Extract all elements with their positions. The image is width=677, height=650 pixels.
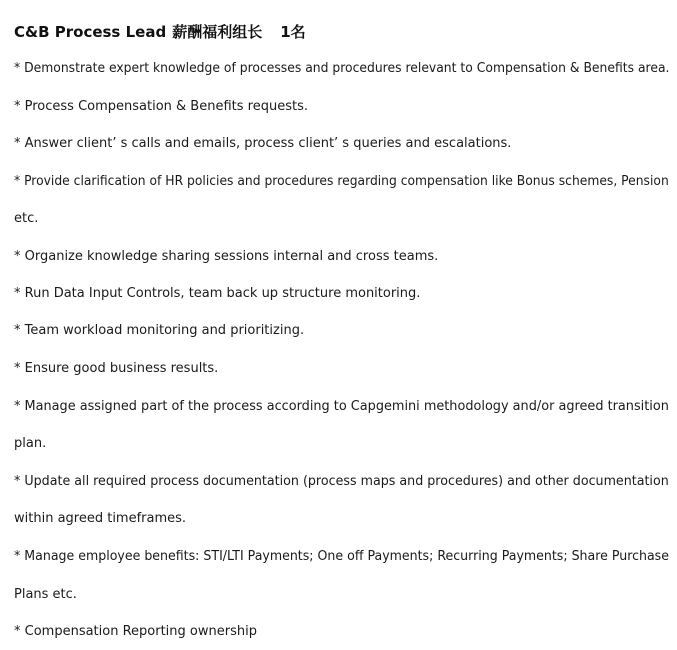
job-title [14, 20, 306, 44]
duty-line: * Run Data Input Controls, team back up structure monitoring. [14, 286, 421, 301]
duty-line: * Demonstrate expert knowledge of processes and procedures relevant to Compensation & Benefits area. [14, 61, 670, 76]
job-title-role-cn: 薪酬福利组长 [172, 23, 263, 41]
duty-line-continuation: within agreed timeframes. [14, 511, 187, 526]
duty-line: * Ensure good business results. [14, 361, 219, 376]
duty-line: * Answer client’ s calls and emails, process client’ s queries and escalations. [14, 136, 512, 151]
duty-line-continuation: plan. [14, 436, 47, 451]
duty-line: * Team workload monitoring and prioritizing. [14, 323, 305, 338]
duty-line: * Manage assigned part of the process according to Capgemini methodology and/or agreed transition [14, 399, 669, 414]
headcount: 1名 [280, 23, 306, 41]
duty-line: * Update all required process documentation (process maps and procedures) and other documentation [14, 474, 669, 489]
duty-line-continuation: Plans etc. [14, 587, 77, 602]
duty-line: * Organize knowledge sharing sessions internal and cross teams. [14, 249, 439, 264]
duty-line: * Provide clarification of HR policies and procedures regarding compensation like Bonus schemes, Pension [14, 174, 669, 189]
duty-line: * Manage employee benefits: STI/LTI Payments; One off Payments; Recurring Payments; Share Purchase [14, 549, 669, 564]
duty-line-continuation: etc. [14, 211, 39, 226]
duty-line: * Process Compensation & Benefits requests. [14, 99, 308, 114]
job-title-role: C&B Process Lead [14, 23, 167, 41]
duty-line: * Compensation Reporting ownership [14, 624, 257, 639]
